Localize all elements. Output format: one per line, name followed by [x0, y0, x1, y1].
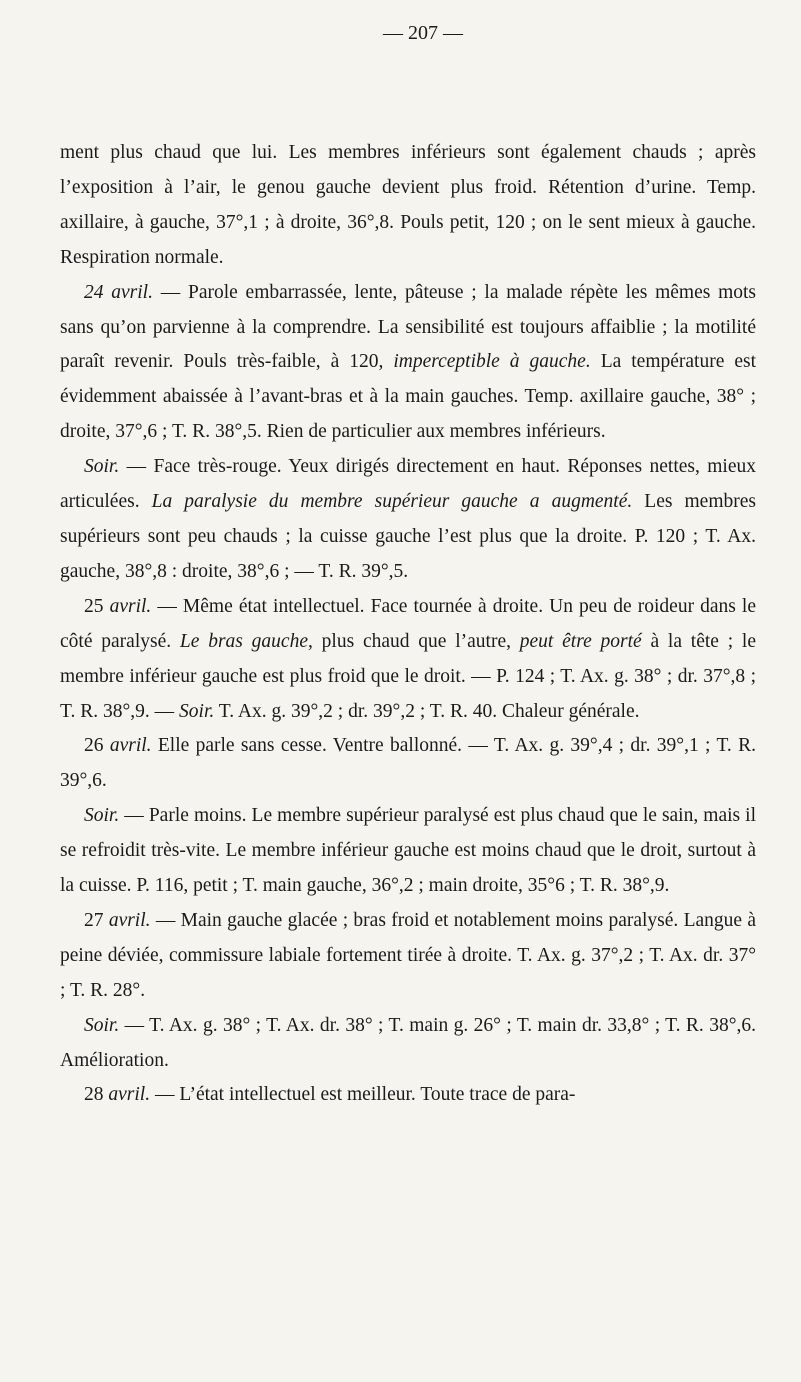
italic-run: avril.	[108, 909, 151, 931]
paragraph-7	[60, 904, 756, 1009]
text-run: — Parle moins. Le membre supérieur paralysé est plus chaud que le sain, mais il se refroidit très-vite. Le membre inférieur gauche est moins chaud que le droit, surtout à la cuisse. P. 116, petit ; T. main gauche, 36°,2 ; main droite, 35°6 ; T. R. 38°,9.	[60, 805, 756, 897]
text-body	[60, 136, 756, 1113]
italic-run: Le bras gauche,	[179, 630, 313, 652]
italic-run: avril.	[108, 1084, 151, 1106]
italic-run: 24 avril.	[84, 281, 153, 303]
text-run: 27	[84, 909, 109, 931]
text-run: Elle parle sans cesse. Ventre ballonné. — T. Ax. g. 39°,4 ; dr. 39°,1 ; T. R. 39°,6.	[60, 735, 756, 792]
italic-run: imperceptible à gauche.	[393, 351, 591, 373]
text-run: — Face très-rouge. Yeux dirigés directement en haut. Réponses nettes, mieux articulées.	[60, 456, 756, 513]
paragraph-1	[60, 136, 756, 276]
paragraph-6	[60, 799, 756, 904]
paragraph-2	[60, 276, 756, 451]
italic-run: Soir.	[84, 805, 120, 827]
page-number: — 207 —	[383, 22, 463, 44]
text-run: T. Ax. g. 39°,2 ; dr. 39°,2 ; T. R. 40. Chaleur générale.	[214, 700, 640, 722]
text-run: La température est évidemment abaissée à l’avant-bras et à la main gauches. Temp. axillaire gauche, 38° ; droite, 37°,6 ; T. R. 38°,5. Rien de particulier aux membres inférieurs.	[60, 351, 756, 443]
paragraph-9	[60, 1078, 756, 1113]
text-run: Les membres supérieurs sont peu chauds ; la cuisse gauche l’est plus que la droite. P. 120 ; T. Ax. gauche, 38°,8 : droite, 38°,6 ; — T. R. 39°,5.	[60, 491, 756, 582]
text-run: plus chaud que l’autre,	[312, 630, 520, 652]
text-run: 26	[84, 735, 110, 757]
text-run: — Même état intellectuel. Face tournée à droite. Un peu de roideur dans le côté paralysé.	[60, 595, 757, 652]
italic-run: Soir.	[84, 456, 120, 478]
text-run: — Parole embarrassée, lente, pâteuse ; la malade répète les mêmes mots sans qu’on parvienne à la comprendre. La sensibilité est toujours affaiblie ; la motilité paraît revenir. Pouls très-faible, à 120,	[60, 281, 756, 373]
italic-run: Soir.	[84, 1014, 120, 1036]
text-run: — Main gauche glacée ; bras froid et notablement moins paralysé. Langue à peine déviée, commissure labiale fortement tirée à droite. T. Ax. g. 37°,2 ; T. Ax. dr. 37° ; T. R. 28°.	[60, 909, 757, 1001]
italic-run: avril.	[109, 735, 152, 757]
italic-run: avril.	[109, 595, 152, 617]
text-run: — L’état intellectuel est meilleur. Toute trace de para-	[150, 1084, 576, 1106]
paragraph-8	[60, 1009, 756, 1079]
paragraph-5	[60, 729, 756, 799]
paragraph-4	[60, 590, 756, 730]
italic-run: La paralysie du membre supérieur gauche a augmenté.	[151, 491, 633, 513]
text-run: à la tête ; le membre inférieur gauche est plus froid que le droit. — P. 124 ; T. Ax. g. 38° ; dr. 37°,8 ; T. R. 38°,9. —	[60, 630, 756, 722]
italic-run: Soir.	[179, 700, 215, 722]
text-run: 28	[84, 1084, 109, 1106]
text-run: 25	[84, 595, 110, 617]
text-run: — T. Ax. g. 38° ; T. Ax. dr. 38° ; T. main g. 26° ; T. main dr. 33,8° ; T. R. 38°,6. Amélioration.	[60, 1014, 756, 1071]
italic-run: peut être porté	[519, 630, 642, 652]
text-run: ment plus chaud que lui. Les membres inférieurs sont également chauds ; après l’exposition à l’air, le genou gauche devient plus froid. Rétention d’urine. Temp. axillaire, à gauche, 37°,1 ; à droite, 36°,8. Pouls petit, 120 ; on le sent mieux à gauche. Respiration normale.	[60, 142, 756, 268]
paragraph-3	[60, 450, 756, 590]
